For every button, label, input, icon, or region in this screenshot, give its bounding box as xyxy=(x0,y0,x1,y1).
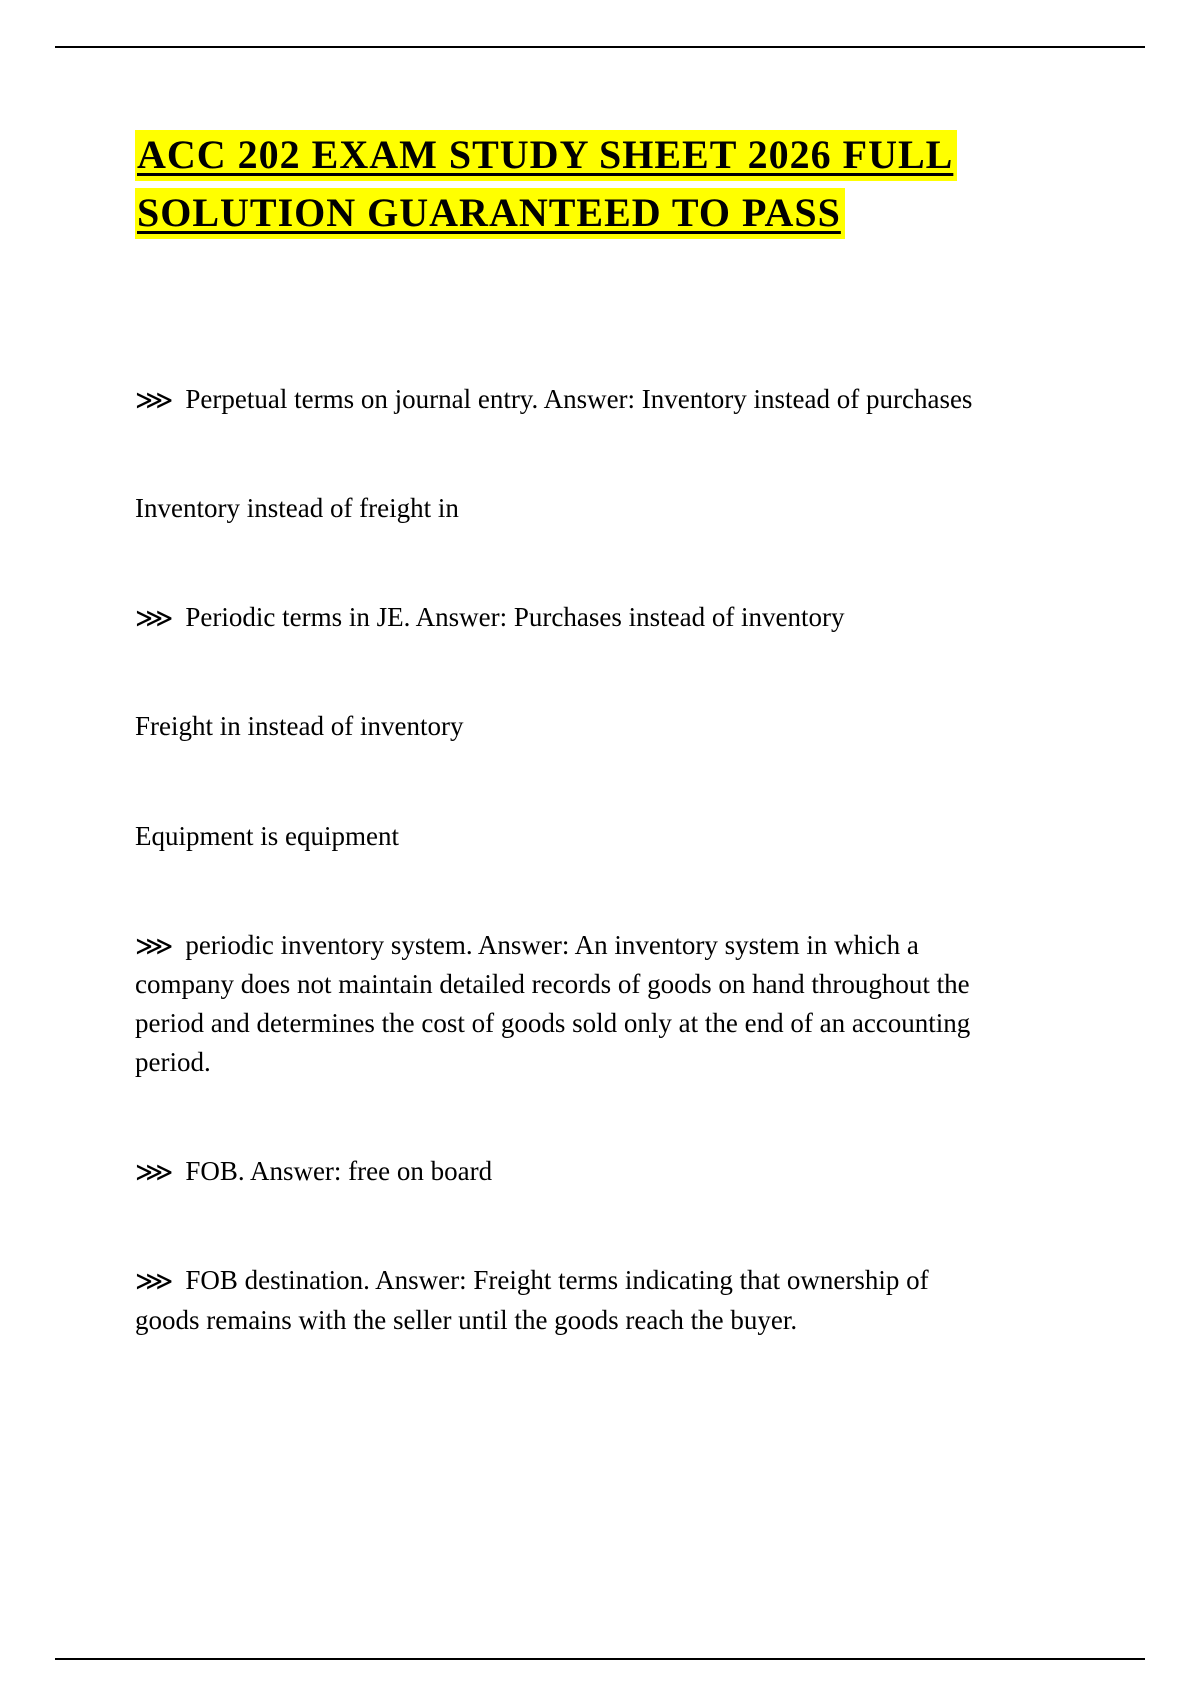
study-item-text: FOB destination. Answer: Freight terms indicating that ownership of goods remains with the seller until the goods reach the buyer. xyxy=(135,1265,929,1335)
triple-chevron-icon: ⋙ xyxy=(135,603,174,634)
study-item-text: Freight in instead of inventory xyxy=(135,711,464,742)
study-item xyxy=(135,817,975,856)
study-item xyxy=(135,598,975,637)
study-item-text: Inventory instead of freight in xyxy=(135,493,459,524)
study-item-text: Equipment is equipment xyxy=(135,820,399,851)
page-content xyxy=(135,126,975,1410)
triple-chevron-icon: ⋙ xyxy=(135,930,174,961)
study-item xyxy=(135,1152,975,1191)
study-item-text: Perpetual terms on journal entry. Answer: Inventory instead of purchases xyxy=(185,384,973,414)
triple-chevron-icon: ⋙ xyxy=(135,1266,174,1297)
triple-chevron-icon: ⋙ xyxy=(135,1157,174,1188)
study-item-text: FOB. Answer: free on board xyxy=(185,1156,493,1187)
study-item xyxy=(135,489,975,528)
page-title-line-1: ACC 202 EXAM STUDY SHEET 2026 FULL xyxy=(135,130,957,181)
study-item xyxy=(135,926,975,1083)
study-item xyxy=(135,707,975,746)
page-title-line-2: SOLUTION GUARANTEED TO PASS xyxy=(135,188,845,239)
page-title xyxy=(135,126,975,242)
study-item xyxy=(135,380,975,419)
triple-chevron-icon: ⋙ xyxy=(135,385,174,415)
study-item-text: Periodic terms in JE. Answer: Purchases instead of inventory xyxy=(185,602,845,633)
bottom-horizontal-rule xyxy=(55,1658,1145,1660)
top-horizontal-rule xyxy=(55,46,1145,48)
study-item-text: periodic inventory system. Answer: An inventory system in which a company does not maintain detailed records of goods on hand throughout the period and determines the cost of goods sold only at the end of an accounting period. xyxy=(135,929,971,1078)
study-item xyxy=(135,1261,975,1339)
